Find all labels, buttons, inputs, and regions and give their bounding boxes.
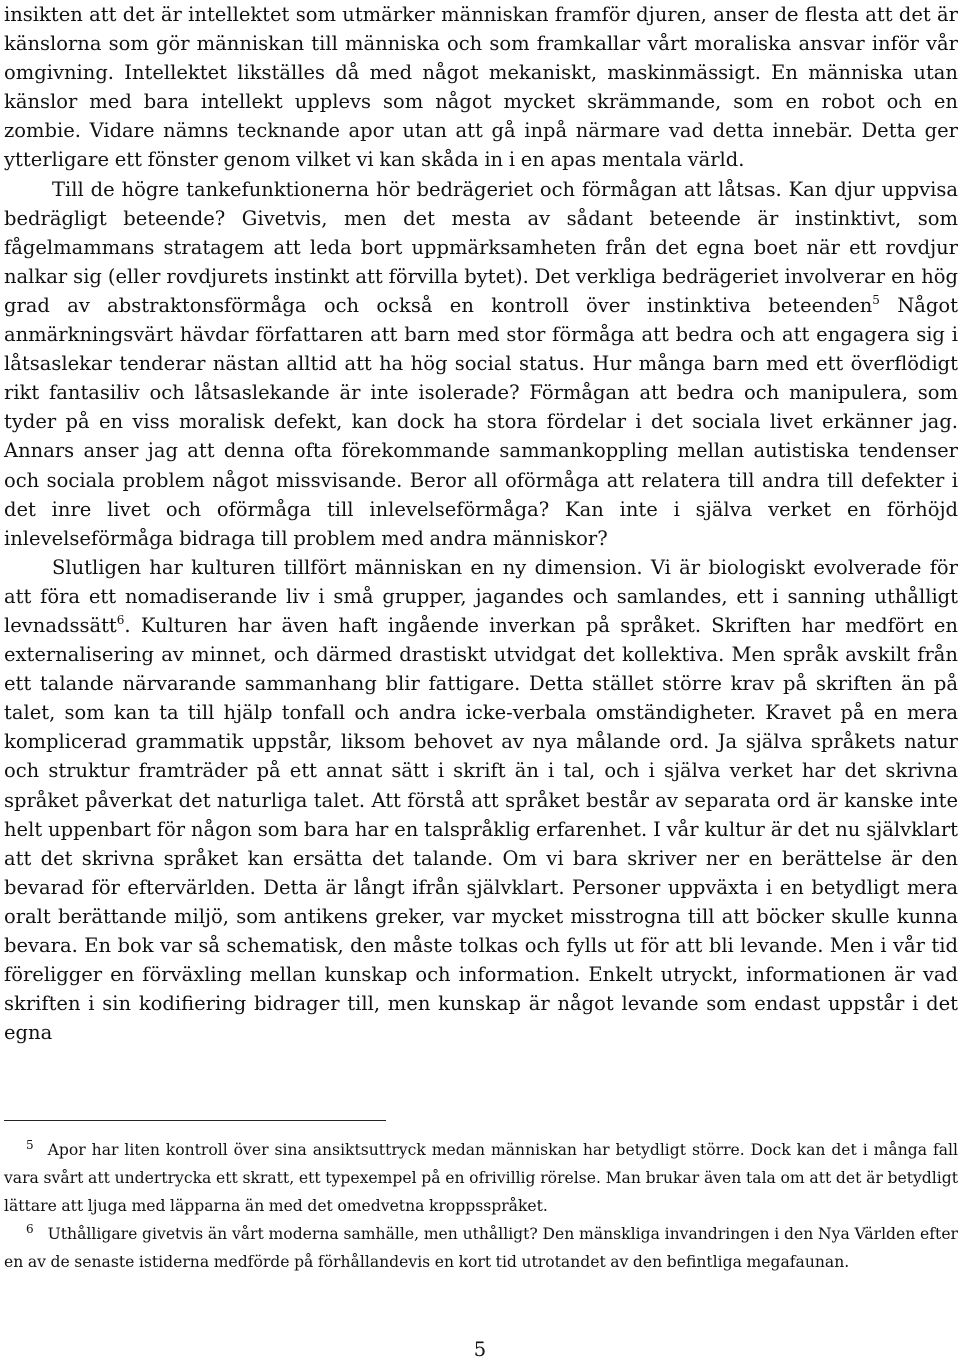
paragraph-text: . Kulturen har även haft ingående inverkan på språket. Skriften har medfört en externalisering av minnet, och därmed drastiskt utvidgat det kollektiva. Men språk avskilt från ett talande närvarande sammanhang blir fattigare. Detta stället större krav på skriften än på talet, som kan ta till hjälp tonfall och andra icke-verbala omständigheter. Kravet på en mera komplicerad grammatik uppstår, liksom behovet av nya målande ord. Ja själva språkets natur och struktur framträder på ett annat sätt i skrift än i tal, och i själva verket har det skrivna språket påverkat det naturliga talet. Att förstå att språket består av separata ord är kanske inte helt uppenbart för någon som bara har en talspråklig erfarenhet. I vår kultur är det nu självklart att det skrivna språket kan ersätta det talande. Om vi bara skriver ner en berättelse är den bevarad för eftervärlden. Detta är långt ifrån självklart. Personer uppväxta i en betydligt mera oralt berättande miljö, som antikens greker, var mycket misstrogna till att böcker skulle kunna bevara. En bok var så schematisk, den måste tolkas och fylls ut för att bli levande. Men i vår tid föreligger en förväxling mellan kunskap och information. Enkelt utryckt, informationen är vad skriften i sin kodifiering bidrager till, men kunskap är något levande som endast uppstår i det egna — [4, 613, 958, 1045]
paragraph-text: insikten att det är intellektet som utmärker människan framför djuren, anser de flesta att det är känslorna som gör människan till människa och som framkallar vårt moraliska ansvar inför vår omgivning. Intellektet likställes då med något mekaniskt, maskinmässigt. En människa utan känslor med bara intellekt upplevs som något mycket skrämmande, som en robot och en zombie. Vidare nämns tecknande apor utan att gå inpå närmare vad detta innebär. Detta ger ytterligare ett fönster genom vilket vi kan skåda in i en apas mentala värld. — [4, 3, 958, 172]
paragraph-1 — [4, 0, 958, 175]
footnote-text: Uthålligare givetvis än vårt moderna samhälle, men uthålligt? Den mänskliga invandringen i den Nya Världen efter en av de senaste istiderna medförde på förhållandevis en kort tid utrotandet av den befintliga megafaunan. — [4, 1225, 958, 1271]
footnote-mark: 6 — [26, 1222, 34, 1236]
footnote-6 — [4, 1220, 958, 1276]
paragraph-text: Slutligen har kulturen tillfört människan en ny dimension. Vi är biologiskt evolverade för att föra ett nomadiserande liv i små grupper, jagandes och samlandes, ett i sanning uthålligt levnadssätt — [4, 555, 958, 637]
footnotes — [4, 1136, 958, 1276]
paragraph-text: Till de högre tankefunktionerna hör bedrägeriet och förmågan att låtsas. Kan djur uppvisa bedrägligt beteende? Givetvis, men det mesta av sådant beteende är instinktivt, som fågelmammans stratagem att leda bort uppmärksamheten från det egna boet när ett rovdjur nalkar sig (eller rovdjurets instinkt att förvilla bytet). Det verkliga bedrägeriet involverar en hög grad av abstraktonsförmåga och också en kontroll över instinktiva beteenden — [4, 177, 958, 317]
footnote-text: Apor har liten kontroll över sina ansiktsuttryck medan människan har betydligt större. Dock kan det i många fall vara svårt att undertrycka ett skratt, ett typexempel på en ofrivillig rörelse. Man brukar även tala om att det är betydligt lättare att ljuga med läpparna än med det omedvetna kroppsspråket. — [4, 1141, 958, 1215]
paragraph-2 — [4, 175, 958, 553]
body-text — [4, 0, 958, 1047]
footnote-5 — [4, 1136, 958, 1220]
footnote-reference[interactable]: 5 — [872, 292, 880, 307]
page-number: 5 — [473, 1338, 487, 1361]
paragraph-text: Något anmärkningsvärt hävdar författaren att barn med stor förmåga att bedra och att engagera sig i låtsaslekar tenderar nästan alltid att ha hög social status. Hur många barn med ett överflödigt rikt fantasiliv och låtsaslekande är inte isolerade? Förmågan att bedra och manipulera, som tyder på en viss moralisk defekt, kan dock ha stora fördelar i det sociala livet erkänner jag. Annars anser jag att denna ofta förekommande sammankoppling mellan autistiska tendenser och sociala problem något missvisande. Beror all oförmåga att relatera till andra till defekter i det inre livet och oförmåga till inlevelseförmåga? Kan inte i själva verket en förhöjd inlevelseförmåga bidraga till problem med andra människor? — [4, 293, 958, 550]
paragraph-3 — [4, 553, 958, 1048]
footnote-mark: 5 — [26, 1138, 34, 1152]
footnote-reference[interactable]: 6 — [116, 612, 125, 627]
footnote-divider — [4, 1120, 386, 1121]
